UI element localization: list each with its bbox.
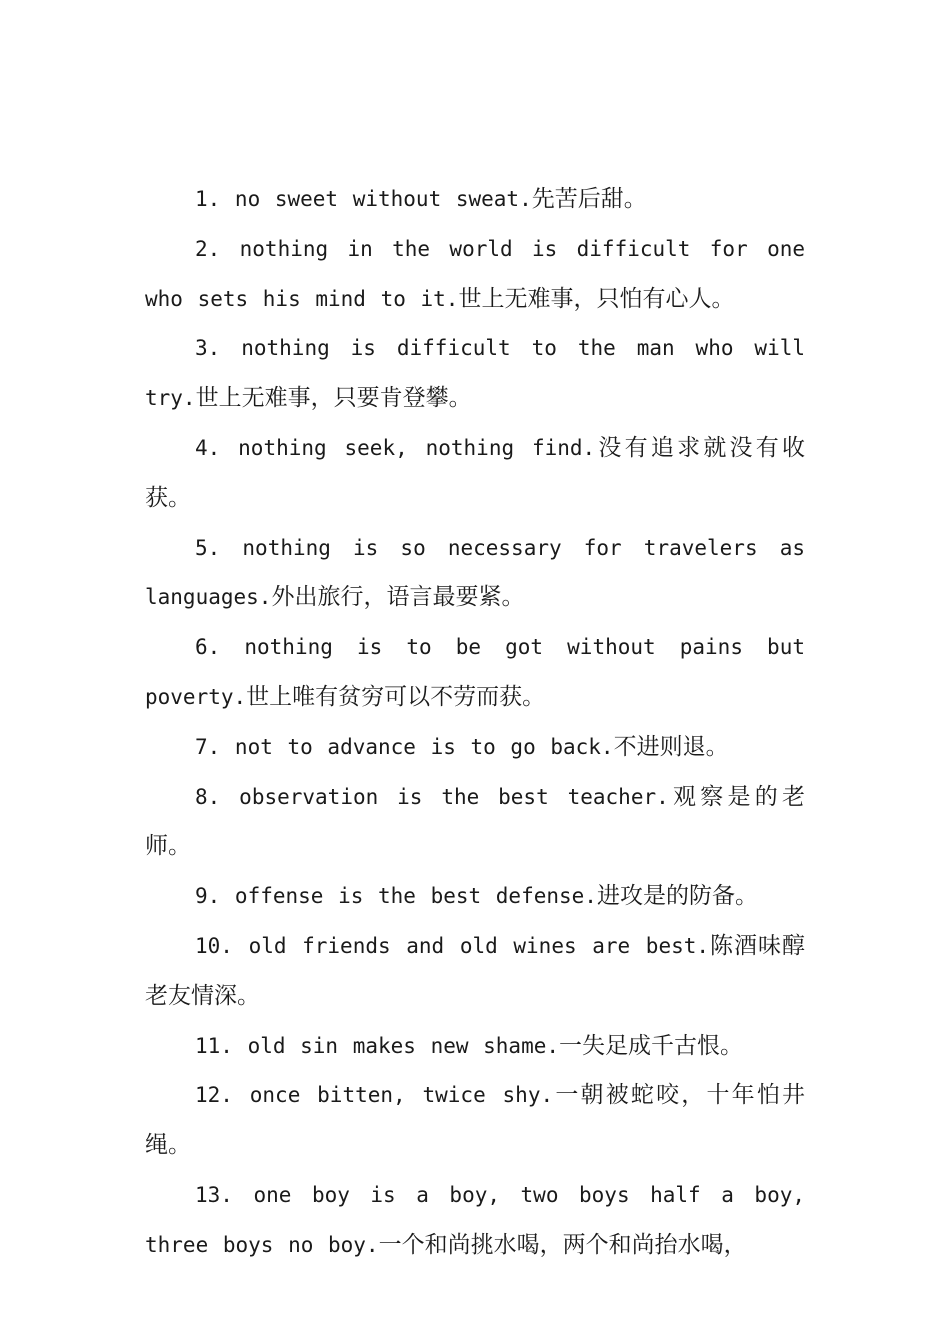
proverb-12	[145, 1071, 805, 1171]
proverb-chinese: 世上无难事，只怕有心人。	[458, 285, 735, 312]
proverb-chinese: 一个和尚挑水喝，两个和尚抬水喝，	[378, 1231, 747, 1258]
proverb-9	[145, 872, 805, 922]
proverb-english: 13. one boy is a boy, two boys half a boy, three boys no boy.	[145, 1182, 805, 1257]
proverb-english: 2. nothing in the world is difficult for one who sets his mind to it.	[145, 236, 805, 311]
proverb-10	[145, 922, 805, 1022]
proverb-11	[145, 1022, 805, 1072]
proverb-english: 12. once bitten, twice shy.	[195, 1083, 554, 1108]
proverb-1	[145, 175, 805, 225]
proverb-chinese: 观察是的老师。	[145, 783, 805, 860]
proverb-chinese: 一失足成千古恨。	[559, 1032, 744, 1059]
proverb-english: 10. old friends and old wines are best.	[195, 933, 710, 958]
proverb-english: 4. nothing seek, nothing find.	[195, 435, 596, 460]
proverb-english: 1. no sweet without sweat.	[195, 187, 532, 211]
proverb-english: 5. nothing is so necessary for travelers as languages.	[145, 535, 805, 610]
proverb-list	[145, 175, 805, 1271]
proverb-chinese: 不进则退。	[613, 733, 729, 760]
proverb-5	[145, 524, 805, 624]
proverb-8	[145, 773, 805, 873]
proverb-english: 11. old sin makes new shame.	[195, 1033, 560, 1058]
proverb-english: 6. nothing is to be got without pains but poverty.	[145, 635, 805, 709]
proverb-3	[145, 324, 805, 424]
proverb-chinese: 世上无难事，只要肯登攀。	[195, 385, 472, 412]
proverb-english: 9. offense is the best defense.	[195, 884, 597, 909]
proverb-4	[145, 424, 805, 524]
proverb-chinese: 一朝被蛇咬，十年怕井绳。	[145, 1082, 805, 1159]
proverb-chinese: 先苦后甜。	[531, 186, 647, 212]
proverb-7	[145, 723, 805, 773]
proverb-chinese: 陈酒味醇老友情深。	[145, 932, 805, 1009]
proverb-english: 3. nothing is difficult to the man who will try.	[145, 336, 805, 411]
proverb-6	[145, 623, 805, 723]
proverb-chinese: 外出旅行，语言最要紧。	[271, 584, 525, 611]
proverb-chinese: 世上唯有贫穷可以不劳而获。	[246, 683, 546, 710]
proverb-english: 8. observation is the best teacher.	[195, 784, 669, 809]
proverb-english: 7. not to advance is to go back.	[195, 734, 614, 759]
proverb-chinese: 没有追求就没有收获。	[145, 434, 806, 511]
proverb-13	[145, 1171, 805, 1271]
proverb-chinese: 进攻是的防备。	[596, 883, 758, 910]
proverb-2	[145, 225, 805, 325]
